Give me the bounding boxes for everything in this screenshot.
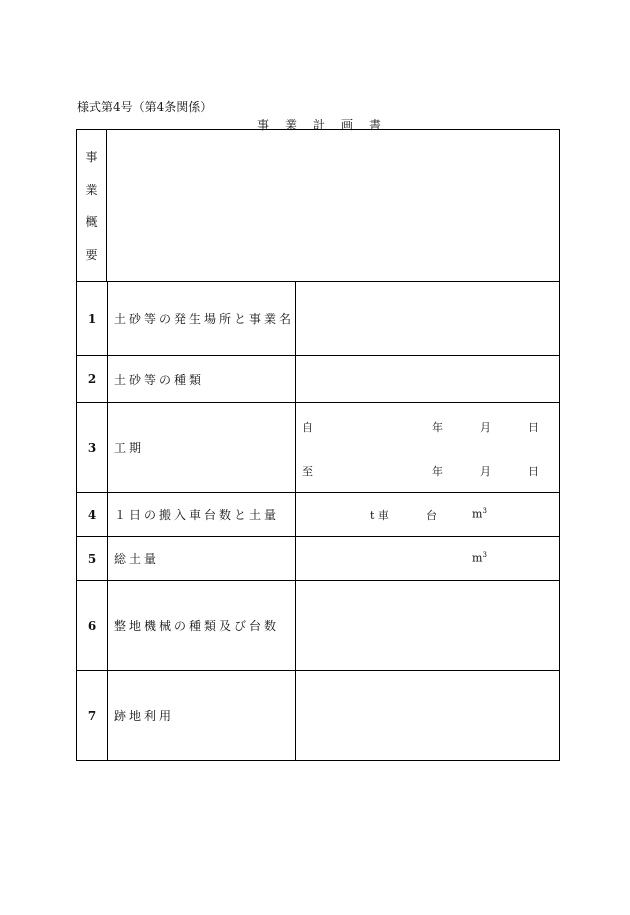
table-row — [77, 670, 559, 760]
period-to-label: 至 — [302, 465, 313, 478]
leveling-machines-field[interactable] — [296, 581, 559, 670]
period-month-label: 月 — [480, 465, 491, 478]
row-label: 総土量 — [108, 537, 296, 580]
row-number: 4 — [77, 493, 108, 536]
overview-field[interactable] — [107, 130, 559, 281]
period-year-label: 年 — [432, 421, 443, 434]
table-row — [77, 536, 559, 580]
row-label: １日の搬入車台数と土量 — [108, 493, 296, 536]
row-label: 土砂等の種類 — [108, 356, 296, 402]
overview-char: 事 — [85, 149, 98, 164]
row-number: 1 — [77, 282, 108, 355]
row-number: 6 — [77, 581, 108, 670]
overview-char: 概 — [85, 215, 98, 230]
row-label: 工期 — [108, 403, 296, 492]
form-number: 様式第4号（第4条関係） — [77, 100, 213, 114]
table-row — [77, 580, 559, 670]
table-row — [77, 281, 559, 355]
period-year-label: 年 — [432, 465, 443, 478]
table-row — [77, 492, 559, 536]
row-number: 7 — [77, 671, 108, 760]
volume-unit-label: $m^3$ — [472, 551, 487, 565]
row-number: 2 — [77, 356, 108, 402]
truck-units-label: 台 — [426, 509, 437, 522]
row-label: 跡地利用 — [108, 671, 296, 760]
row-number: 5 — [77, 537, 108, 580]
row-number: 3 — [77, 403, 108, 492]
table-row — [77, 402, 559, 492]
volume-unit-label: $m^3$ — [472, 507, 487, 521]
overview-heading — [77, 130, 107, 281]
truck-ton-label: t 車 — [370, 509, 389, 522]
daily-trucks-field[interactable] — [296, 493, 559, 536]
row-label: 整地機械の種類及び台数 — [108, 581, 296, 670]
period-from-label: 自 — [302, 421, 313, 434]
period-month-label: 月 — [480, 421, 491, 434]
table-row — [77, 355, 559, 402]
total-volume-field[interactable] — [296, 537, 559, 580]
period-day-label: 日 — [528, 421, 539, 434]
period-day-label: 日 — [528, 465, 539, 478]
site-reuse-field[interactable] — [296, 671, 559, 760]
source-location-field[interactable] — [296, 282, 559, 355]
row-label: 土砂等の発生場所と事業名 — [108, 282, 296, 355]
document-title: 事 業 計 画 書 — [256, 118, 383, 132]
overview-char: 要 — [85, 248, 98, 263]
construction-period-field[interactable] — [296, 403, 559, 492]
soil-type-field[interactable] — [296, 356, 559, 402]
overview-char: 業 — [85, 182, 98, 197]
overview-row — [77, 130, 559, 281]
business-plan-table — [76, 129, 560, 761]
